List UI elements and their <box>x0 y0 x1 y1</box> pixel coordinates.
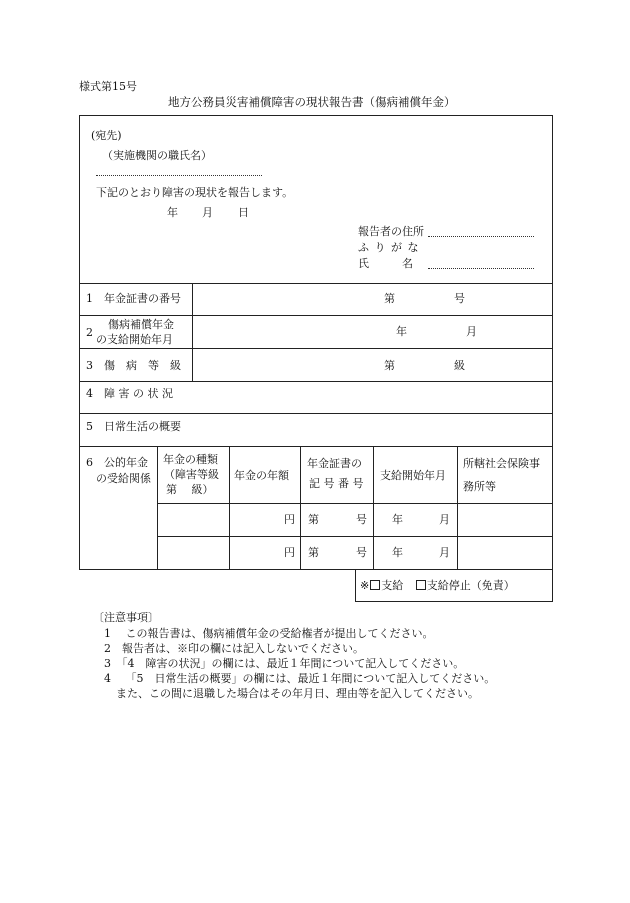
note-3: 3 「4 障害の状況」の欄には、最近１年間について記入してください。 <box>104 657 465 670</box>
pt-v2 <box>229 446 230 570</box>
note-4-continued: また、この間に退職した場合はその年月日、理由等を記入してください。 <box>116 687 479 700</box>
form-title: 地方公務員災害補償障害の現状報告書（傷病補償年金） <box>168 95 456 109</box>
payment-start-header: 支給開始年月 <box>380 469 446 482</box>
start-date-label-line1: 傷病補償年金 <box>108 318 174 331</box>
start-month-1: 月 <box>439 513 450 526</box>
date-day-label: 日 <box>238 206 249 219</box>
note-4: 4 「5 日常生活の概要」の欄には、最近１年間について記入してください。 <box>104 672 496 685</box>
pt-v3 <box>300 446 301 570</box>
pension-type-header-line3: 第 級） <box>166 483 214 496</box>
reporter-name-line[interactable] <box>428 268 534 269</box>
note-1: 1 この報告書は、傷病補償年金の受給権者が提出してください。 <box>104 627 434 640</box>
notes-heading: 〔注意事項〕 <box>93 611 159 624</box>
pension-type-field-2[interactable] <box>158 537 229 569</box>
cert-dai-2: 第 <box>308 546 319 559</box>
pt-v4 <box>373 446 374 570</box>
pension-cert-number-label: 1 年金証書の番号 <box>86 292 181 305</box>
institution-label: （実施機関の職氏名） <box>102 149 212 162</box>
start-month-2: 月 <box>439 546 450 559</box>
disability-status-field[interactable] <box>80 382 552 413</box>
start-date-label-line2: の支給開始年月 <box>96 333 173 346</box>
cert-go-1: 号 <box>356 513 367 526</box>
payment-status-row <box>360 580 515 591</box>
start-year-1: 年 <box>392 513 403 526</box>
daily-life-field[interactable] <box>80 414 552 446</box>
daily-life-label: 5 日常生活の概要 <box>86 420 181 433</box>
public-pension-label-line2: の受給関係 <box>96 472 151 485</box>
pension-type-header-line1: 年金の種類 <box>163 453 218 466</box>
pay-label: 支給 <box>381 579 404 592</box>
reporter-address-label: 報告者の住所 <box>358 225 424 238</box>
addressee-label: (宛先) <box>91 129 122 142</box>
rule-6 <box>79 446 553 447</box>
public-pension-label-line1: 6 公的年金 <box>86 456 148 469</box>
institution-name-line[interactable] <box>96 175 262 176</box>
pension-type-header-line2: （障害等級 <box>164 468 219 481</box>
injury-grade-dai: 第 <box>384 359 395 372</box>
yen-unit-2: 円 <box>284 546 295 559</box>
office-field-1[interactable] <box>458 504 552 536</box>
pension-cert-number-field[interactable] <box>193 284 552 315</box>
pension-type-field-1[interactable] <box>158 504 229 536</box>
date-month-label: 月 <box>202 206 213 219</box>
date-year-label: 年 <box>167 206 178 219</box>
cert-dai-1: 第 <box>308 513 319 526</box>
statement-text: 下記のとおり障害の現状を報告します。 <box>96 186 294 199</box>
pension-cert-dai: 第 <box>384 292 395 305</box>
name-label: 氏 名 <box>358 257 413 270</box>
annual-amount-header: 年金の年額 <box>234 469 289 482</box>
start-month-label: 月 <box>466 325 477 338</box>
start-year-label: 年 <box>396 325 407 338</box>
stop-label: 支給停止（免責） <box>426 579 515 592</box>
office-use-mark: ※ <box>360 579 370 592</box>
start-year-2: 年 <box>392 546 403 559</box>
form-number: 様式第15号 <box>79 80 137 93</box>
office-field-2[interactable] <box>458 537 552 569</box>
start-date-field[interactable] <box>193 316 552 348</box>
injury-grade-label: 3 傷 病 等 級 <box>86 359 181 372</box>
stop-checkbox[interactable] <box>416 580 426 590</box>
cert-go-2: 号 <box>356 546 367 559</box>
furigana-label: ふ り が な <box>358 241 420 254</box>
injury-grade-kyu: 級 <box>454 359 465 372</box>
cert-number-header-line2: 記 号 番 号 <box>309 477 364 490</box>
note-2: 2 報告者は、※印の欄には記入しないでください。 <box>104 642 364 655</box>
row2-number: 2 <box>86 326 93 339</box>
disability-status-label: 4 障 害 の 状 況 <box>86 387 173 400</box>
yen-unit-1: 円 <box>284 513 295 526</box>
reporter-address-line[interactable] <box>428 236 534 237</box>
social-insurance-office-header-line1: 所轄社会保険事 <box>463 457 540 470</box>
pension-cert-go: 号 <box>454 292 465 305</box>
cert-number-header-line1: 年金証書の <box>307 457 362 470</box>
pay-checkbox[interactable] <box>370 580 380 590</box>
social-insurance-office-header-line2: 務所等 <box>463 480 496 493</box>
injury-grade-field[interactable] <box>193 349 552 381</box>
